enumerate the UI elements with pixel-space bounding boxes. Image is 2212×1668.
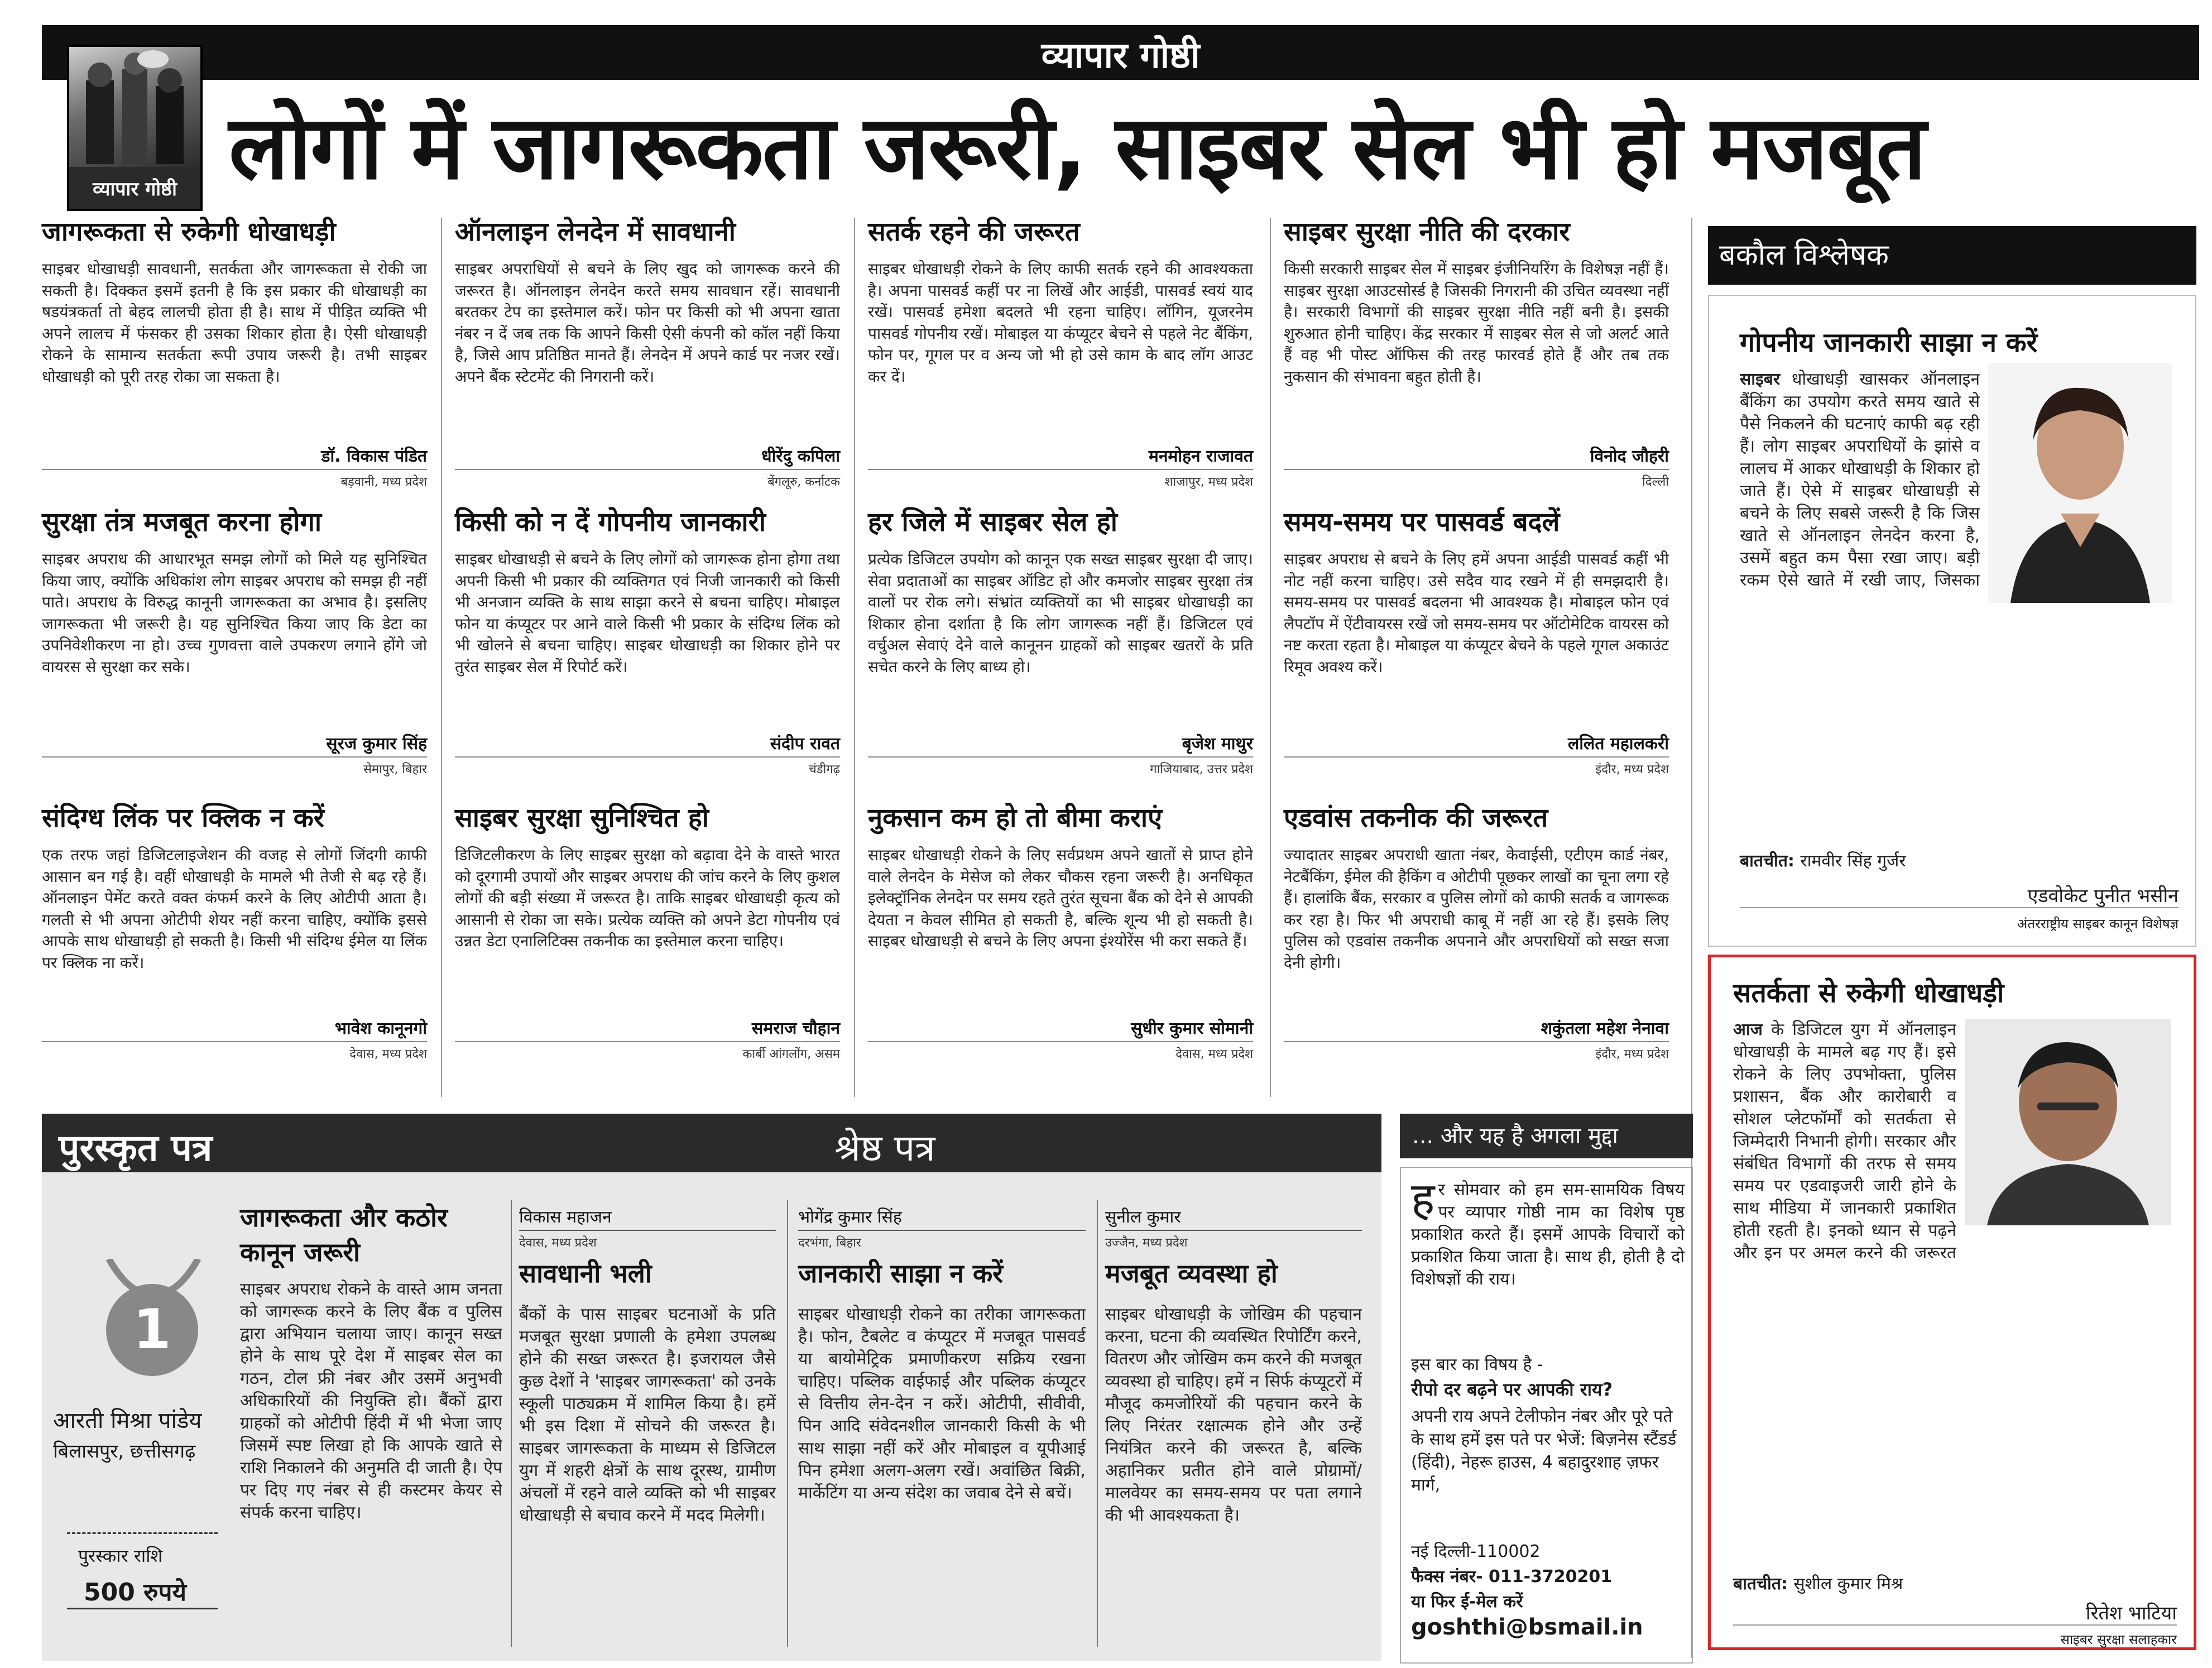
analyst-title: सतर्कता से रुकेगी धोखाधड़ी [1733,977,2004,1009]
best-letter-text: साइबर धोखाधड़ी रोकने का तरीका जागरूकता है। फोन, टैबलेट व कंप्यूटर में मजबूत पासवर्ड या बायोमेट्रिक प्रमाणीकरण सक्रिय रखना चाहिए। पब्लिक वाईफाई और पब्लिक कंप्यूटर से वित्तीय लेन-देन न करें। ओटीपी, सीवीवी, पिन आदि संवेदनशील जानकारी किसी के भी साथ साझा नहीं करें और मोबाइल व यूपीआई पिन हमेशा अलग-अलग रखें। अवांछित बिक्री, मार्केटिंग या अन्य संदेश का जवाब देने से बचें। [798,1305,1086,1503]
next-issue-city: नई दिल्ली-110002 [1411,1542,1541,1561]
letter-place: कार्बी आंगलोंग, असम [742,1047,840,1061]
analyst-section-bar: बकौल विश्लेषक [1708,226,2196,285]
next-issue-intro [1411,1173,1685,1291]
letter-title: एडवांस तकनीक की जरूरत [1284,803,1548,833]
letter-author: भावेश कानूनगो [334,1019,427,1038]
interviewer-name: रामवीर सिंह गुर्जर [1800,851,1906,871]
letter-title: संदिग्ध लिंक पर क्लिक न करें [42,803,325,833]
letter-author: समराज चौहान [751,1019,840,1038]
logo-illustration [69,47,200,167]
divider [1740,907,2179,908]
divider [1284,469,1669,470]
letter-article [868,505,1253,777]
letter-title: समय-समय पर पासवर्ड बदलें [1284,507,1560,538]
prize-label: पुरस्कार राशि [78,1545,163,1566]
logo-caption: व्यापार गोष्ठी [93,178,177,200]
divider [455,469,840,470]
letter-text: साइबर धोखाधड़ी रोकने के लिए सर्वप्रथम अपने खातों से प्राप्त होने वाले लेनदेन के मेसेज को लेकर चौकस रहना जरूरी है। अनधिकृत इलेक्ट्रॉनिक लेनदेन पर समय रहते तुरंत सूचना बैंक को देने से आपकी देयता न केवल सीमित हो सकती है, बल्कि शून्य भी हो सकती है। साइबर धोखाधड़ी से बचने के लिए अपना इंश्योरेंस भी करा सकते हैं। [868,846,1253,950]
medal-icon: 1 [106,1284,198,1376]
analyst-name: एडवोकेट पुनीत भसीन [2027,885,2179,907]
next-issue-bar: ... और यह है अगला मुद्दा [1400,1114,1693,1158]
analyst-box-1 [1708,295,2196,947]
letter-place: दिल्ली [1642,475,1669,489]
analyst-name: रितेश भाटिया [2085,1602,2177,1624]
section-title: व्यापार गोष्ठी [1041,35,1200,76]
analyst-title: गोपनीय जानकारी साझा न करें [1740,327,2038,358]
interviewer-name: सुशील कुमार मिश्र [1793,1574,1903,1594]
letter-place: सेमापुर, बिहार [363,763,427,777]
next-issue-box [1400,1167,1693,1664]
interview-credit [1733,1571,1903,1594]
divider [455,756,840,758]
next-issue-address: अपनी राय अपने टेलीफोन नंबर और पूरे पते के साथ हमें इस पते पर भेजें: बिज़नेस स्टैंडर्ड (हिंदी), नेहरू हाउस, 4 बहादुरशाह ज़फर मार्ग, [1411,1407,1677,1495]
interview-credit [1740,849,1906,871]
column-rule [854,218,855,1097]
best-letter-place: दरभंगा, बिहार [798,1236,861,1250]
letter-article [42,215,427,489]
letter-author: संदीप रावत [770,734,840,754]
letter-article [42,505,427,777]
letter-place: देवास, मध्य प्रदेश [349,1047,427,1061]
letter-text: एक तरफ जहां डिजिटलाइजेशन की वजह से लोगों जिंदगी काफी आसान बन गई है। वहीं धोखाधड़ी के मामले भी तेजी से बढ़ रहे हैं। ऑनलाइन पेमेंट करते वक्त कंफर्म करने के लिए ओटीपी आता है। गलती से भी अपना ओटीपी शेयर नहीं करना चाहिए, क्योंकि इससे आपके साथ धोखाधड़ी हो सकती है। किसी भी संदिग्ध ईमेल या लिंक पर क्लिक ना करें। [42,846,427,972]
winner-name: आरती मिश्रा पांडेय [53,1408,202,1434]
best-letter-title: जानकारी साझा न करें [798,1258,1003,1288]
divider [798,1230,1086,1231]
letter-place: इंदौर, मध्य प्रदेश [1595,763,1669,777]
awarded-bar [42,1114,1381,1172]
letter-place: चंडीगढ़ [808,763,840,777]
best-letter-place: देवास, मध्य प्रदेश [519,1236,597,1250]
column-rule [511,1200,512,1647]
analyst-photo [1988,363,2172,603]
divider [519,1230,776,1231]
best-letter-text: बैंकों के पास साइबर घटनाओं के प्रति मजबूत सुरक्षा प्रणाली के हमेशा उपलब्ध होने की सख्त जरूरत है। इजरायल जैसे कुछ देशों ने 'साइबर जागरूकता' को उनके स्कूली पाठ्यक्रम में शामिल किया है। हमें भी इस दिशा में सोचने की जरूरत है। साइबर जागरूकता के माध्यम से डिजिटल युग में शहरी क्षेत्रों के साथ दूरस्थ, ग्रामीण अंचलों में रहने वाले व्यक्ति को भी साइबर धोखाधड़ी से बचाव करने में मदद मिलेगी। [519,1305,776,1525]
next-issue-label: इस बार का विषय है - [1411,1355,1543,1374]
best-letter-title: मजबूत व्यवस्था हो [1105,1258,1278,1288]
awarded-title: पुरस्कृत पत्र [59,1127,213,1169]
letter-text: साइबर अपराध से बचने के लिए हमें अपना आईडी पासवर्ड कहीं भी नोट नहीं करना चाहिए। उसे सदैव याद रखने में ही समझदारी है। समय-समय पर पासवर्ड बदलना भी आवश्यक है। मोबाइल फोन एवं लैपटॉप में ऐंटीवायरस रखें जो समय-समय पर ऑटोमेटिक वायरस को नष्ट करता रहता है। मोबाइल या कंप्यूटर बेचने के पहले गूगल अकाउंट रिमूव अवश्य करें। [1284,550,1669,676]
letter-author: विनोद जौहरी [1590,447,1669,466]
drop-cap: ह [1411,1173,1435,1225]
letter-text: प्रत्येक डिजिटल उपयोग को कानून एक सख्त साइबर सुरक्षा दी जाए। सेवा प्रदाताओं का साइबर ऑडिट हो और कमजोर साइबर सुरक्षा तंत्र वालों पर रोक लगे। संभ्रांत व्यक्तियों का भी साइबर धोखाधड़ी का शिकार होना दर्शाता है कि लोग जागरूक नहीं हैं। डिजिटल एवं वर्चुअल सेवाएं देने वाले कानूनन ग्राहकों को साइबर खतरों के प्रति सचेत करने के लिए बाध्य हो। [868,550,1253,676]
divider [868,756,1253,758]
analyst-text-lead [1733,1019,1956,1264]
letter-place: बेंगलूरु, कर्नाटक [767,475,840,489]
letter-place: बड़वानी, मध्य प्रदेश [340,475,427,489]
prize-amount: 500 रुपये [84,1578,186,1607]
letter-author: बृजेश माथुर [1182,734,1253,754]
letter-title: नुकसान कम हो तो बीमा कराएं [868,803,1163,833]
best-letter-author: विकास महाजन [519,1207,612,1227]
letter-article [455,505,840,777]
best-letter-title: सावधानी भली [519,1258,652,1288]
analyst-designation: साइबर सुरक्षा सलाहकार [2060,1632,2177,1647]
letter-author: सुधीर कुमार सोमानी [1131,1019,1253,1038]
letter-title: ऑनलाइन लेनदेन में सावधानी [455,217,736,247]
letter-text: साइबर धोखाधड़ी से बचने के लिए लोगों को जागरूक होना होगा तथा अपनी किसी भी प्रकार की व्यक्तिगत एवं निजी जानकारी को किसी भी अनजान व्यक्ति के साथ साझा करने से बचना चाहिए। मोबाइल फोन या कंप्यूटर पर आने वाले किसी भी प्रकार के संदिग्ध लिंक को भी खोलने से बचना चाहिए। साइबर धोखाधड़ी का शिकार होने पर तुरंत साइबर सेल में रिपोर्ट करें। [455,550,840,676]
letter-author: ललित महालकरी [1567,734,1669,754]
divider [1105,1230,1362,1231]
letter-text: ज्यादातर साइबर अपराधी खाता नंबर, केवाईसी, एटीएम कार्ड नंबर, नेटबैंकिंग, ईमेल की हैकिंग व ओटीपी पूछकर लाखों का चूना लगा रहे हैं। हालांकि बैंक, सरकार व पुलिस लोगों को काफी सतर्क व जागरूक कर रहा है। फिर भी अपराधी काबू में नहीं आ रहे हैं। इसके लिए पुलिस को एडवांस तकनीक अपनाने और अपराधियों को सख्त सजा देनी होगी। [1284,846,1669,972]
next-issue-topic: रीपो दर बढ़ने पर आपकी राय? [1411,1379,1613,1400]
analyst-text: धोखाधड़ी खासकर ऑनलाइन बैंकिंग का उपयोग करते समय खाते से पैसे निकलने की घटनाएं काफी बढ़ रही हैं। लोग साइबर अपराधियों के झांसे व लालच में आकर धोखाधड़ी के शिकार हो जाते हैं। ऐसे में साइबर धोखाधड़ी से बचने के लिए सबसे जरूरी है कि जिस खाते से ऑनलाइन लेनदेन करना है, उसमें बहुत कम पैसा रखा जाए। बड़ी रकम ऐसे खाते में रखी जाए, जिसका [1740,370,1980,590]
letter-article [868,801,1253,1061]
letter-title: साइबर सुरक्षा सुनिश्चित हो [455,803,709,833]
divider [1733,1624,2177,1626]
divider [42,1041,427,1042]
letter-author: शकुंतला महेश नेनावा [1541,1019,1669,1038]
best-letter-place: उज्जैन, मध्य प्रदेश [1105,1236,1188,1250]
column-rule [787,1200,788,1647]
lead-word: साइबर [1740,370,1781,389]
interview-label: बातचीत: [1740,851,1794,871]
best-letters-title: श्रेष्ठ पत्र [834,1127,935,1169]
divider [67,1608,218,1609]
divider [868,1041,1253,1042]
letter-text: साइबर अपराधियों से बचने के लिए खुद को जागरूक करने की जरूरत है। ऑनलाइन लेनदेन करते समय सावधान रहें। सावधानी बरतकर टेप का इस्तेमाल करें। फोन पर किसी को भी अपना खाता नंबर न दें जब तक कि आपने किसी ऐसी कंपनी को कॉल नहीं किया है, जिसे आप प्रतिष्ठित मानते हैं। लेनदेन में अपने कार्ड पर नजर रखें। अपने बैंक स्टेटमेंट की निगरानी करें। [455,260,840,386]
best-letter-text: साइबर धोखाधड़ी के जोखिम की पहचान करना, घटना की व्यवस्थित रिपोर्टिंग करने, वितरण और जोखिम कम करने की मजबूत व्यवस्था हो चाहिए। हमें न सिर्फ कंप्यूटरों में मौजूद कमजोरियों की पहचान करने के लिए निरंतर रक्षात्मक होने और उन्हें नियंत्रित करने की जरूरत है, बल्कि अहानिकर प्रतीत होने वाले प्रोग्रामों/मालवेयर का समय-समय पर पता लगाने की भी आवश्यकता है। [1105,1305,1362,1525]
letter-author: सूरज कुमार सिंह [326,734,427,754]
letter-title: साइबर सुरक्षा नीति की दरकार [1284,217,1570,247]
letter-article [1284,801,1669,1061]
column-rule [1270,218,1271,1097]
divider [42,469,427,470]
letter-text: साइबर धोखाधड़ी सावधानी, सतर्कता और जागरूकता से रोकी जा सकती है। दिक्कत इसमें इतनी है कि इस प्रकार की धोखाधड़ी का षडयंत्रकर्ता तो बेहद लालची होता ही है। साथ में पीड़ित व्यक्ति भी अपने लालच में फंसकर ही उसका शिकार होता है। ऐसी धोखाधड़ी रोकने के सामान्य सतर्कता रूपी उपाय जरूरी है। तभी साइबर धोखाधड़ी को पूरी तरह रोका जा सकता है। [42,260,427,386]
letter-place: देवास, मध्य प्रदेश [1175,1047,1253,1061]
letter-title: सुरक्षा तंत्र मजबूत करना होगा [42,507,322,538]
analyst-text: के डिजिटल युग में ऑनलाइन धोखाधड़ी के मामले बढ़ गए हैं। इसे रोकने के लिए उपभोक्ता, पुलिस प्रशासन, बैंक और कारोबारी व सोशल प्लेटफॉर्मों को सतर्कता से जिम्मेदारी निभानी होगी। सरकार और संबंधित विभागों की तरफ से समय समय पर एडवाइजरी जारी होने के साथ मीडिया में जानकारी प्रकाशित होती रहती है। इनको ध्यान से पढ़ने और इन पर अमल करने की जरूरत [1733,1020,1956,1263]
divider [1284,756,1669,758]
analyst-photo [1965,1019,2171,1225]
next-issue-email[interactable]: goshthi@bsmail.in [1411,1614,1643,1640]
next-issue-fax: फैक्स नंबर- 011-3720201 [1411,1567,1613,1586]
divider [455,1041,840,1042]
analyst-text-lead [1740,368,1980,592]
letter-text: डिजिटलीकरण के लिए साइबर सुरक्षा को बढ़ावा देने के वास्ते भारत को दूरगामी उपायों और साइबर अपराध की जांच करने के लिए कुशल लोगों की बड़ी संख्या में जरूरत है। ताकि साइबर धोखाधड़ी कृत्य को आसानी से रोका जा सके। प्रत्येक व्यक्ति को अपने डेटा गोपनीय एवं उन्नत डेटा एनालिटिक्स तकनीक का इस्तेमाल करना चाहिए। [455,846,840,950]
letter-title: सतर्क रहने की जरूरत [868,217,1080,247]
letter-article [1284,215,1669,489]
letter-article [868,215,1253,489]
best-letter-author: सुनील कुमार [1105,1207,1181,1227]
headline: लोगों में जागरूकता जरूरी, साइबर सेल भी हो मजबूत [229,97,1926,199]
divider [1284,1041,1669,1042]
section-banner [42,25,2199,80]
winner-letter-text: साइबर अपराध रोकने के वास्ते आम जनता को जागरूक करने के लिए बैंक व पुलिस द्वारा अभियान चलाया जाए। कानून सख्त होने के साथ पूरे देश में साइबर सेल का गठन, टोल फ्री नंबर और उसमें अनुभवी अधिकारियों की नियुक्ति हो। बैंकों द्वारा ग्राहकों को ओटीपी हिंदी में भी भेजा जाए जिसमें स्पष्ट लिखा हो कि आपके खाते से राशि निकालने की अनुमति दी जाती है। ऐप पर दिए गए नंबर से ही कस्टमर केयर से संपर्क करना चाहिए। [240,1279,502,1522]
letter-title: हर जिले में साइबर सेल हो [868,507,1117,538]
next-issue-or-email: या फिर ई-मेल करें [1411,1592,1523,1612]
letter-title: किसी को न दें गोपनीय जानकारी [455,507,766,538]
letter-text: साइबर धोखाधड़ी रोकने के लिए काफी सतर्क रहने की आवश्यकता है। अपना पासवर्ड कहीं पर ना लिखें और आईडी, पासवर्ड स्वयं याद रखें। पासवर्ड हमेशा बदलते भी रहना चाहिए। लॉगिन, यूजरनेम पासवर्ड गोपनीय रखें। मोबाइल या कंप्यूटर बेचने से पहले नेट बैंकिंग, फोन पर, गूगल पर व अन्य जो भी हो उसे काम के बाद लॉग आउट कर दें। [868,260,1253,386]
letter-text: साइबर अपराध की आधारभूत समझ लोगों को मिले यह सुनिश्चित किया जाए, क्योंकि अधिकांश लोग साइबर अपराध को समझ ही नहीं पाते। अपराध के विरुद्ध कानूनी जागरूकता का अभाव है। इसलिए जागरूकता भी जरूरी है। यह सुनिश्चित किया जाए कि डेटा का उपनिवेशीकरण ना हो। उच्च गुणवत्ता वाले उपकरण लगाने होंगे जो वायरस से सुरक्षा कर सके। [42,550,427,676]
best-letter-author: भोगेंद्र कुमार सिंह [798,1207,902,1227]
column-rule [441,218,442,1097]
divider [42,756,427,758]
analyst-designation: अंतरराष्ट्रीय साइबर कानून विशेषज्ञ [2017,916,2179,932]
letter-place: शाजापुर, मध्य प्रदेश [1164,475,1253,489]
winner-place: बिलासपुर, छत्तीसगढ़ [53,1440,196,1463]
column-rule [1097,1200,1098,1647]
analyst-text-cont [1733,1264,2174,1566]
letter-place: गाजियाबाद, उत्तर प्रदेश [1150,763,1253,777]
letter-title: जागरूकता से रुकेगी धोखाधड़ी [42,217,336,247]
lead-word: आज [1733,1020,1763,1039]
analyst-box-2 [1708,955,2196,1650]
letter-author: डॉ. विकास पंडित [321,447,427,466]
letter-text: किसी सरकारी साइबर सेल में साइबर इंजीनियरिंग के विशेषज्ञ नहीं हैं। साइबर सुरक्षा आउटसोर्स्ड है जिसकी निगरानी की उचित व्यवस्था नहीं है। सरकारी विभागों की साइबर सुरक्षा नीति नहीं बनी है। इसकी शुरुआत होनी चाहिए। केंद्र सरकार में साइबर सेल से जो अलर्ट आते हैं वह भी पोस्ट ऑफिस की तरह फारवर्ड होते हैं और तब तक नुकसान की संभावना बहुत होती है। [1284,260,1669,386]
letter-place: इंदौर, मध्य प्रदेश [1595,1047,1669,1061]
next-issue-text: र सोमवार को हम सम-सामयिक विषय पर व्यापार गोष्ठी नाम का विशेष पृष्ठ प्रकाशित करते हैं। इसमें आपके विचारों को प्रकाशित किया जाता है। साथ ही, होती है दो विशेषज्ञों की राय। [1411,1180,1685,1289]
divider [67,1532,218,1534]
letter-article [455,215,840,489]
section-logo [67,45,203,211]
winner-letter-title: जागरूकता और कठोर कानून जरूरी [240,1202,448,1267]
interview-label: बातचीत: [1733,1574,1788,1594]
letter-article [42,801,427,1061]
divider [868,469,1253,470]
analyst-text-cont [1740,592,2170,837]
letter-author: मनमोहन राजावत [1148,447,1253,466]
letter-author: धीरेंदु कपिला [761,447,840,466]
letter-article [1284,505,1669,777]
letter-article [455,801,840,1061]
